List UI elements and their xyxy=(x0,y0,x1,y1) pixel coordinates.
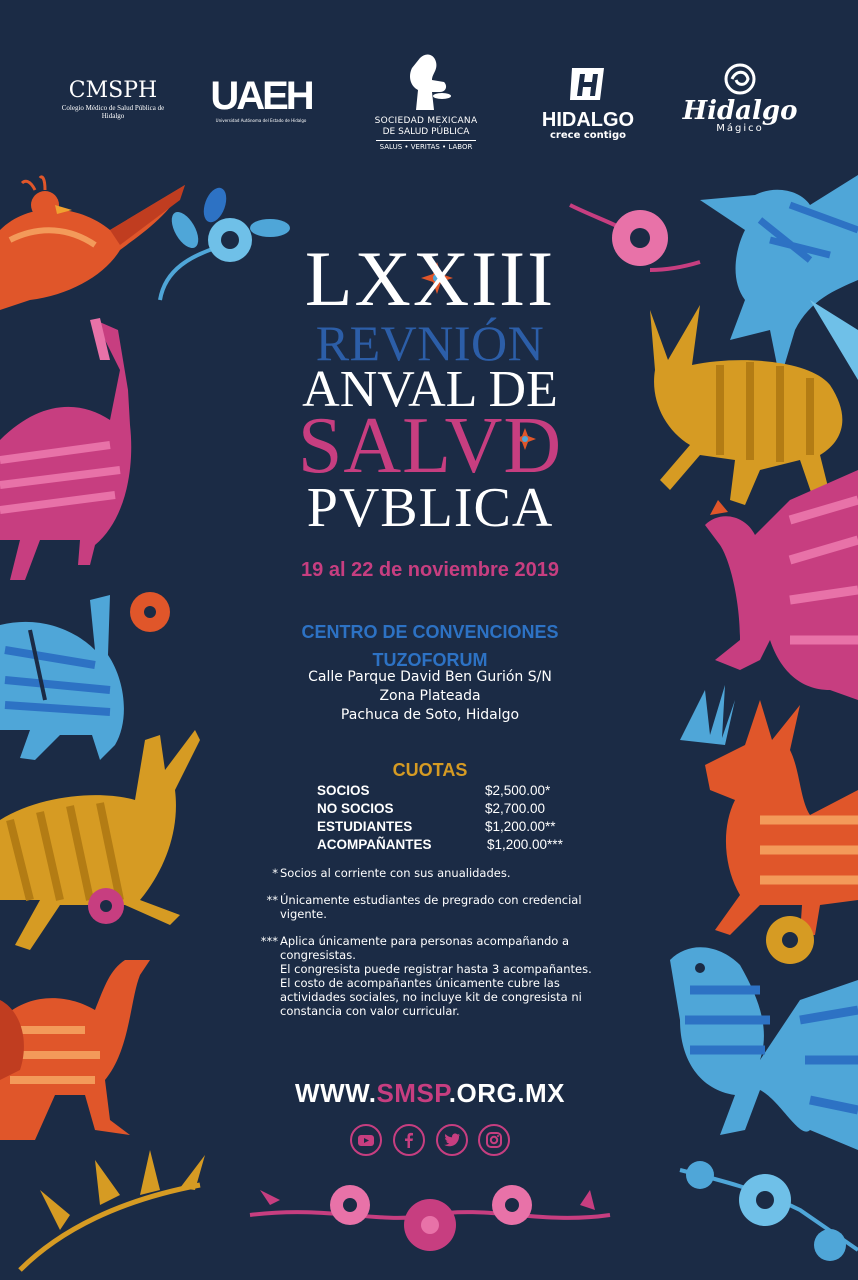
uaeh-logo xyxy=(205,74,317,123)
hidalgo-magico-emblem-icon xyxy=(722,62,758,96)
venue-name xyxy=(220,618,640,674)
footnote-mark: *** xyxy=(260,934,278,948)
gold-branch-illustration xyxy=(20,1150,205,1270)
venue-name-line1: CENTRO DE CONVENCIONES xyxy=(301,622,559,642)
fee-amount: $2,700.00 xyxy=(485,801,546,816)
pink-flower-illustration xyxy=(88,888,124,924)
hidalgo-magico-subtitle: Mágico xyxy=(716,123,764,134)
youtube-button[interactable] xyxy=(350,1124,382,1156)
footnote-line: constancia con valor curricular. xyxy=(280,1004,460,1018)
pink-rooster-illustration xyxy=(705,470,858,700)
fee-category: SOCIOS xyxy=(317,783,370,798)
blue-bird-illustration xyxy=(700,175,858,380)
hidalgo-logo-tagline: crece contigo xyxy=(550,130,626,141)
footnote-mark: ** xyxy=(266,893,278,907)
footnote-line: El congresista puede registrar hasta 3 acompañantes. xyxy=(280,962,592,976)
facebook-icon xyxy=(400,1131,418,1149)
title-salud: SALVD xyxy=(297,402,563,490)
blue-fan-illustration xyxy=(680,685,735,745)
footnote-line: vigente. xyxy=(280,907,327,921)
footnote-line: actividades sociales, no incluye kit de congresista ni xyxy=(280,990,582,1004)
footnote-line: Únicamente estudiantes de pregrado con credencial xyxy=(280,893,582,907)
footnote-acompanantes xyxy=(260,934,620,1018)
event-dates: 19 al 22 de noviembre 2019 xyxy=(301,559,559,581)
pink-garland-illustration xyxy=(250,1185,610,1251)
hidalgo-logo-name: HIDALGO xyxy=(541,109,635,131)
blue-hare-illustration xyxy=(0,595,124,760)
hidalgo-badge-icon xyxy=(568,66,608,102)
orange-deer-illustration xyxy=(705,700,858,935)
uaeh-logo-name: UAEH xyxy=(210,74,312,118)
facebook-button[interactable] xyxy=(393,1124,425,1156)
footnote-estudiantes xyxy=(266,893,610,921)
blue-peacock-illustration xyxy=(670,947,858,1150)
footnote-line: Aplica únicamente para personas acompañando a xyxy=(280,934,570,948)
fee-category: ESTUDIANTES xyxy=(317,819,413,834)
lightblue-flowers-illustration xyxy=(680,1161,858,1261)
cmsph-logo-subtitle: Colegio Médico de Salud Pública de Hidalgo xyxy=(61,104,165,120)
gold-flower-illustration xyxy=(766,916,814,964)
website-link[interactable] xyxy=(220,1078,640,1109)
fee-row xyxy=(317,837,617,855)
fee-amount: $1,200.00*** xyxy=(487,837,563,852)
hidalgo-magico-name: Hidalgo xyxy=(682,96,798,126)
title-reunion: REVNIÓN xyxy=(315,315,545,371)
footnote-line: congresistas. xyxy=(280,948,356,962)
orange-bird-illustration xyxy=(0,177,185,310)
footnote-mark: * xyxy=(272,866,278,880)
fee-row xyxy=(317,819,617,837)
fee-amount: $2,500.00* xyxy=(485,783,551,798)
fee-category: NO SOCIOS xyxy=(317,801,394,816)
footnote-line: Socios al corriente con sus anualidades. xyxy=(280,866,511,880)
uaeh-logo-subtitle: Universidad Autónoma del Estado de Hidalgo xyxy=(215,118,307,123)
hidalgo-logo xyxy=(532,66,644,142)
venue-address-line3: Pachuca de Soto, Hidalgo xyxy=(340,707,520,723)
youtube-icon xyxy=(357,1131,375,1149)
twitter-icon xyxy=(443,1131,461,1149)
hidalgo-magico-logo xyxy=(680,62,800,134)
pink-hare-illustration xyxy=(0,318,131,580)
footnote-socios xyxy=(272,866,610,880)
venue-address-line1: Calle Parque David Ben Gurión S/N xyxy=(308,669,552,685)
smsp-emblem-icon xyxy=(402,52,452,114)
smsp-logo-line2: DE SALUD PÚBLICA xyxy=(382,127,470,137)
footnote-line: El costo de acompañantes únicamente cubre las xyxy=(280,976,560,990)
website-prefix: WWW. xyxy=(295,1078,377,1108)
venue-name-line2: TUZOFORUM xyxy=(372,650,488,670)
twitter-button[interactable] xyxy=(436,1124,468,1156)
website-highlight: SMSP xyxy=(376,1078,449,1108)
instagram-icon xyxy=(485,1131,503,1149)
smsp-logo-motto: SALUS • VERITAS • LABOR xyxy=(376,140,476,152)
smsp-logo-line1: SOCIEDAD MEXICANA xyxy=(374,116,478,126)
venue-address xyxy=(220,668,640,725)
fee-row xyxy=(317,801,617,819)
title-edition: LXXIII xyxy=(304,235,556,322)
fee-row xyxy=(317,783,617,801)
smsp-logo xyxy=(362,52,490,152)
title-publica: PVBLICA xyxy=(306,477,554,539)
website-suffix: .ORG.MX xyxy=(448,1078,565,1108)
title-anual-de: ANVAL DE xyxy=(302,361,558,418)
fee-category: ACOMPAÑANTES xyxy=(317,837,432,852)
orange-flower-illustration xyxy=(130,592,170,632)
fees-title: CUOTAS xyxy=(392,760,468,780)
orange-turkey-illustration xyxy=(0,960,150,1140)
cmsph-logo xyxy=(58,78,168,120)
instagram-button[interactable] xyxy=(478,1124,510,1156)
cmsph-logo-name: CMSPH xyxy=(68,78,158,103)
fee-amount: $1,200.00** xyxy=(485,819,556,834)
venue-address-line2: Zona Plateada xyxy=(379,688,481,704)
